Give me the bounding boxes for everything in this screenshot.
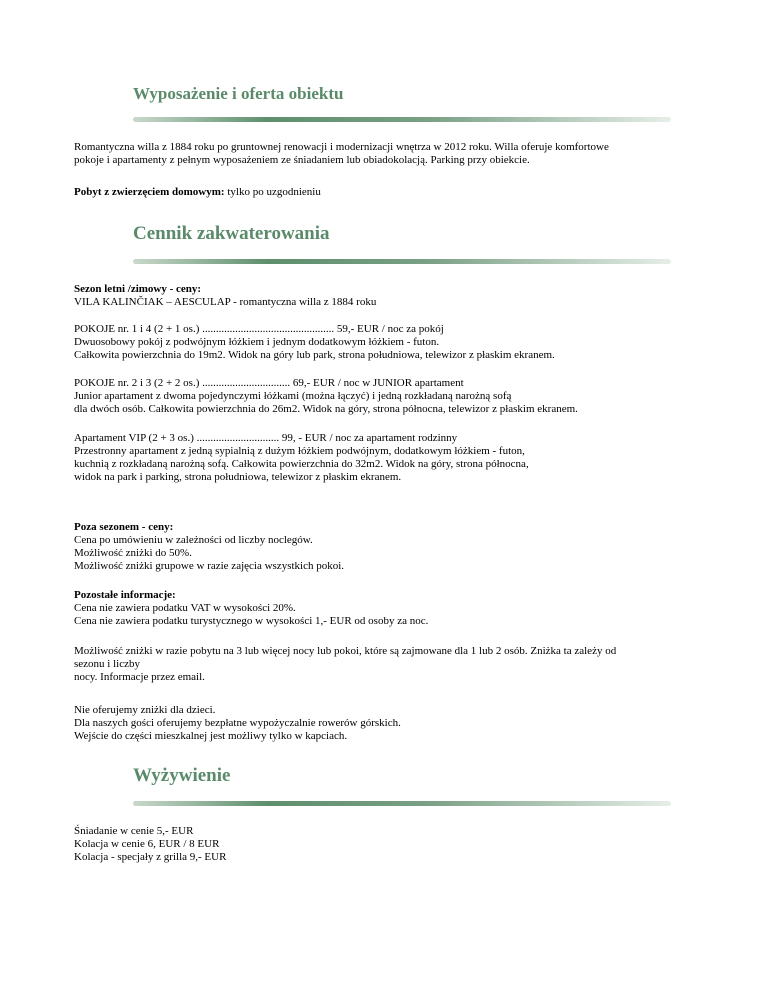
extra-info-line: Dla naszych gości oferujemy bezpłatne wypożyczalnie rowerów górskich. — [74, 717, 401, 729]
offseason-line: Możliwość zniżki grupowe w razie zajęcia wszystkich pokoi. — [74, 560, 345, 572]
room-line: Dwuosobowy pokój z podwójnym łóżkiem i jednym dodatkowym łóżkiem - futon. — [74, 336, 440, 348]
room-3-paragraph — [74, 432, 714, 484]
extra-info-paragraph — [74, 704, 714, 743]
villa-name: VILA KALINČIAK – AESCULAP - romantyczna willa z 1884 roku — [74, 296, 377, 308]
pets-label: Pobyt z zwierzęciem domowym: — [74, 186, 225, 198]
pets-value: tylko po uzgodnieniu — [224, 186, 321, 198]
discount-line: Możliwość zniżki w razie pobytu na 3 lub więcej nocy lub pokoi, które są zajmowane dla 1 lub 2 osób. Zniżka ta zależy od — [74, 645, 617, 657]
other-info-line: Cena nie zawiera podatku turystycznego w wysokości 1,- EUR od osoby za noc. — [74, 615, 429, 627]
discount-line: sezonu i liczby — [74, 658, 140, 670]
intro-paragraph — [74, 141, 714, 167]
season-paragraph — [74, 283, 714, 309]
heading-facilities: Wyposażenie i oferta obiektu — [133, 84, 344, 103]
heading-divider — [133, 259, 671, 264]
room-line: widok na park i parking, strona południowa, telewizor z płaskim ekranem. — [74, 471, 402, 483]
other-info-line: Cena nie zawiera podatku VAT w wysokości 20%. — [74, 602, 296, 614]
offseason-line: Możliwość zniżki do 50%. — [74, 547, 192, 559]
room-line: Apartament VIP (2 + 3 os.) .............................. 99, - EUR / noc za apartament rodzinny — [74, 432, 458, 444]
heading-meals: Wyżywienie — [133, 765, 231, 786]
meals-paragraph — [74, 825, 714, 864]
room-line: POKOJE nr. 1 i 4 (2 + 1 os.) ................................................ 59,- EUR / noc za pokój — [74, 323, 444, 335]
room-2-paragraph — [74, 377, 714, 416]
room-line: Przestronny apartament z jedną sypialnią z dużym łóżkiem podwójnym, dodatkowym łóżkiem - futon, — [74, 445, 525, 457]
other-info-label: Pozostałe informacje: — [74, 589, 176, 601]
heading-divider — [133, 117, 671, 122]
heading-divider — [133, 801, 671, 806]
room-line: Junior apartament z dwoma pojedynczymi łóżkami (można łączyć) i jedną rozkładaną narożną sofą — [74, 390, 512, 402]
meal-line: Kolacja w cenie 6, EUR / 8 EUR — [74, 838, 220, 850]
meal-line: Śniadanie w cenie 5,- EUR — [74, 825, 194, 837]
room-line: POKOJE nr. 2 i 3 (2 + 2 os.) ................................ 69,- EUR / noc w JUNIOR apartament — [74, 377, 464, 389]
offseason-paragraph — [74, 521, 714, 573]
heading-pricing: Cennik zakwaterowania — [133, 223, 330, 244]
discount-paragraph — [74, 645, 714, 684]
offseason-line: Cena po umówieniu w zależności od liczby noclegów. — [74, 534, 313, 546]
offseason-label: Poza sezonem - ceny: — [74, 521, 174, 533]
room-line: dla dwóch osób. Całkowita powierzchnia do 26m2. Widok na góry, strona północna, telewizor z płaskim ekranem. — [74, 403, 578, 415]
other-info-paragraph — [74, 589, 714, 628]
season-label: Sezon letni /zimowy - ceny: — [74, 283, 202, 295]
room-1-paragraph — [74, 323, 714, 362]
room-line: Całkowita powierzchnia do 19m2. Widok na góry lub park, strona południowa, telewizor z płaskim ekranem. — [74, 349, 555, 361]
extra-info-line: Wejście do części mieszkalnej jest możliwy tylko w kapciach. — [74, 730, 348, 742]
discount-line: nocy. Informacje przez email. — [74, 671, 205, 683]
intro-line: Romantyczna willa z 1884 roku po gruntownej renowacji i modernizacji wnętrza w 2012 roku. Willa oferuje komfortowe — [74, 141, 609, 153]
meal-line: Kolacja - specjały z grilla 9,- EUR — [74, 851, 227, 863]
extra-info-line: Nie oferujemy zniżki dla dzieci. — [74, 704, 216, 716]
intro-line: pokoje i apartamenty z pełnym wyposażeniem ze śniadaniem lub obiadokolacją. Parking przy obiekcie. — [74, 154, 530, 166]
pets-paragraph — [74, 186, 714, 199]
room-line: kuchnią z rozkładaną narożną sofą. Całkowita powierzchnia do 32m2. Widok na góry, strona północna, — [74, 458, 529, 470]
